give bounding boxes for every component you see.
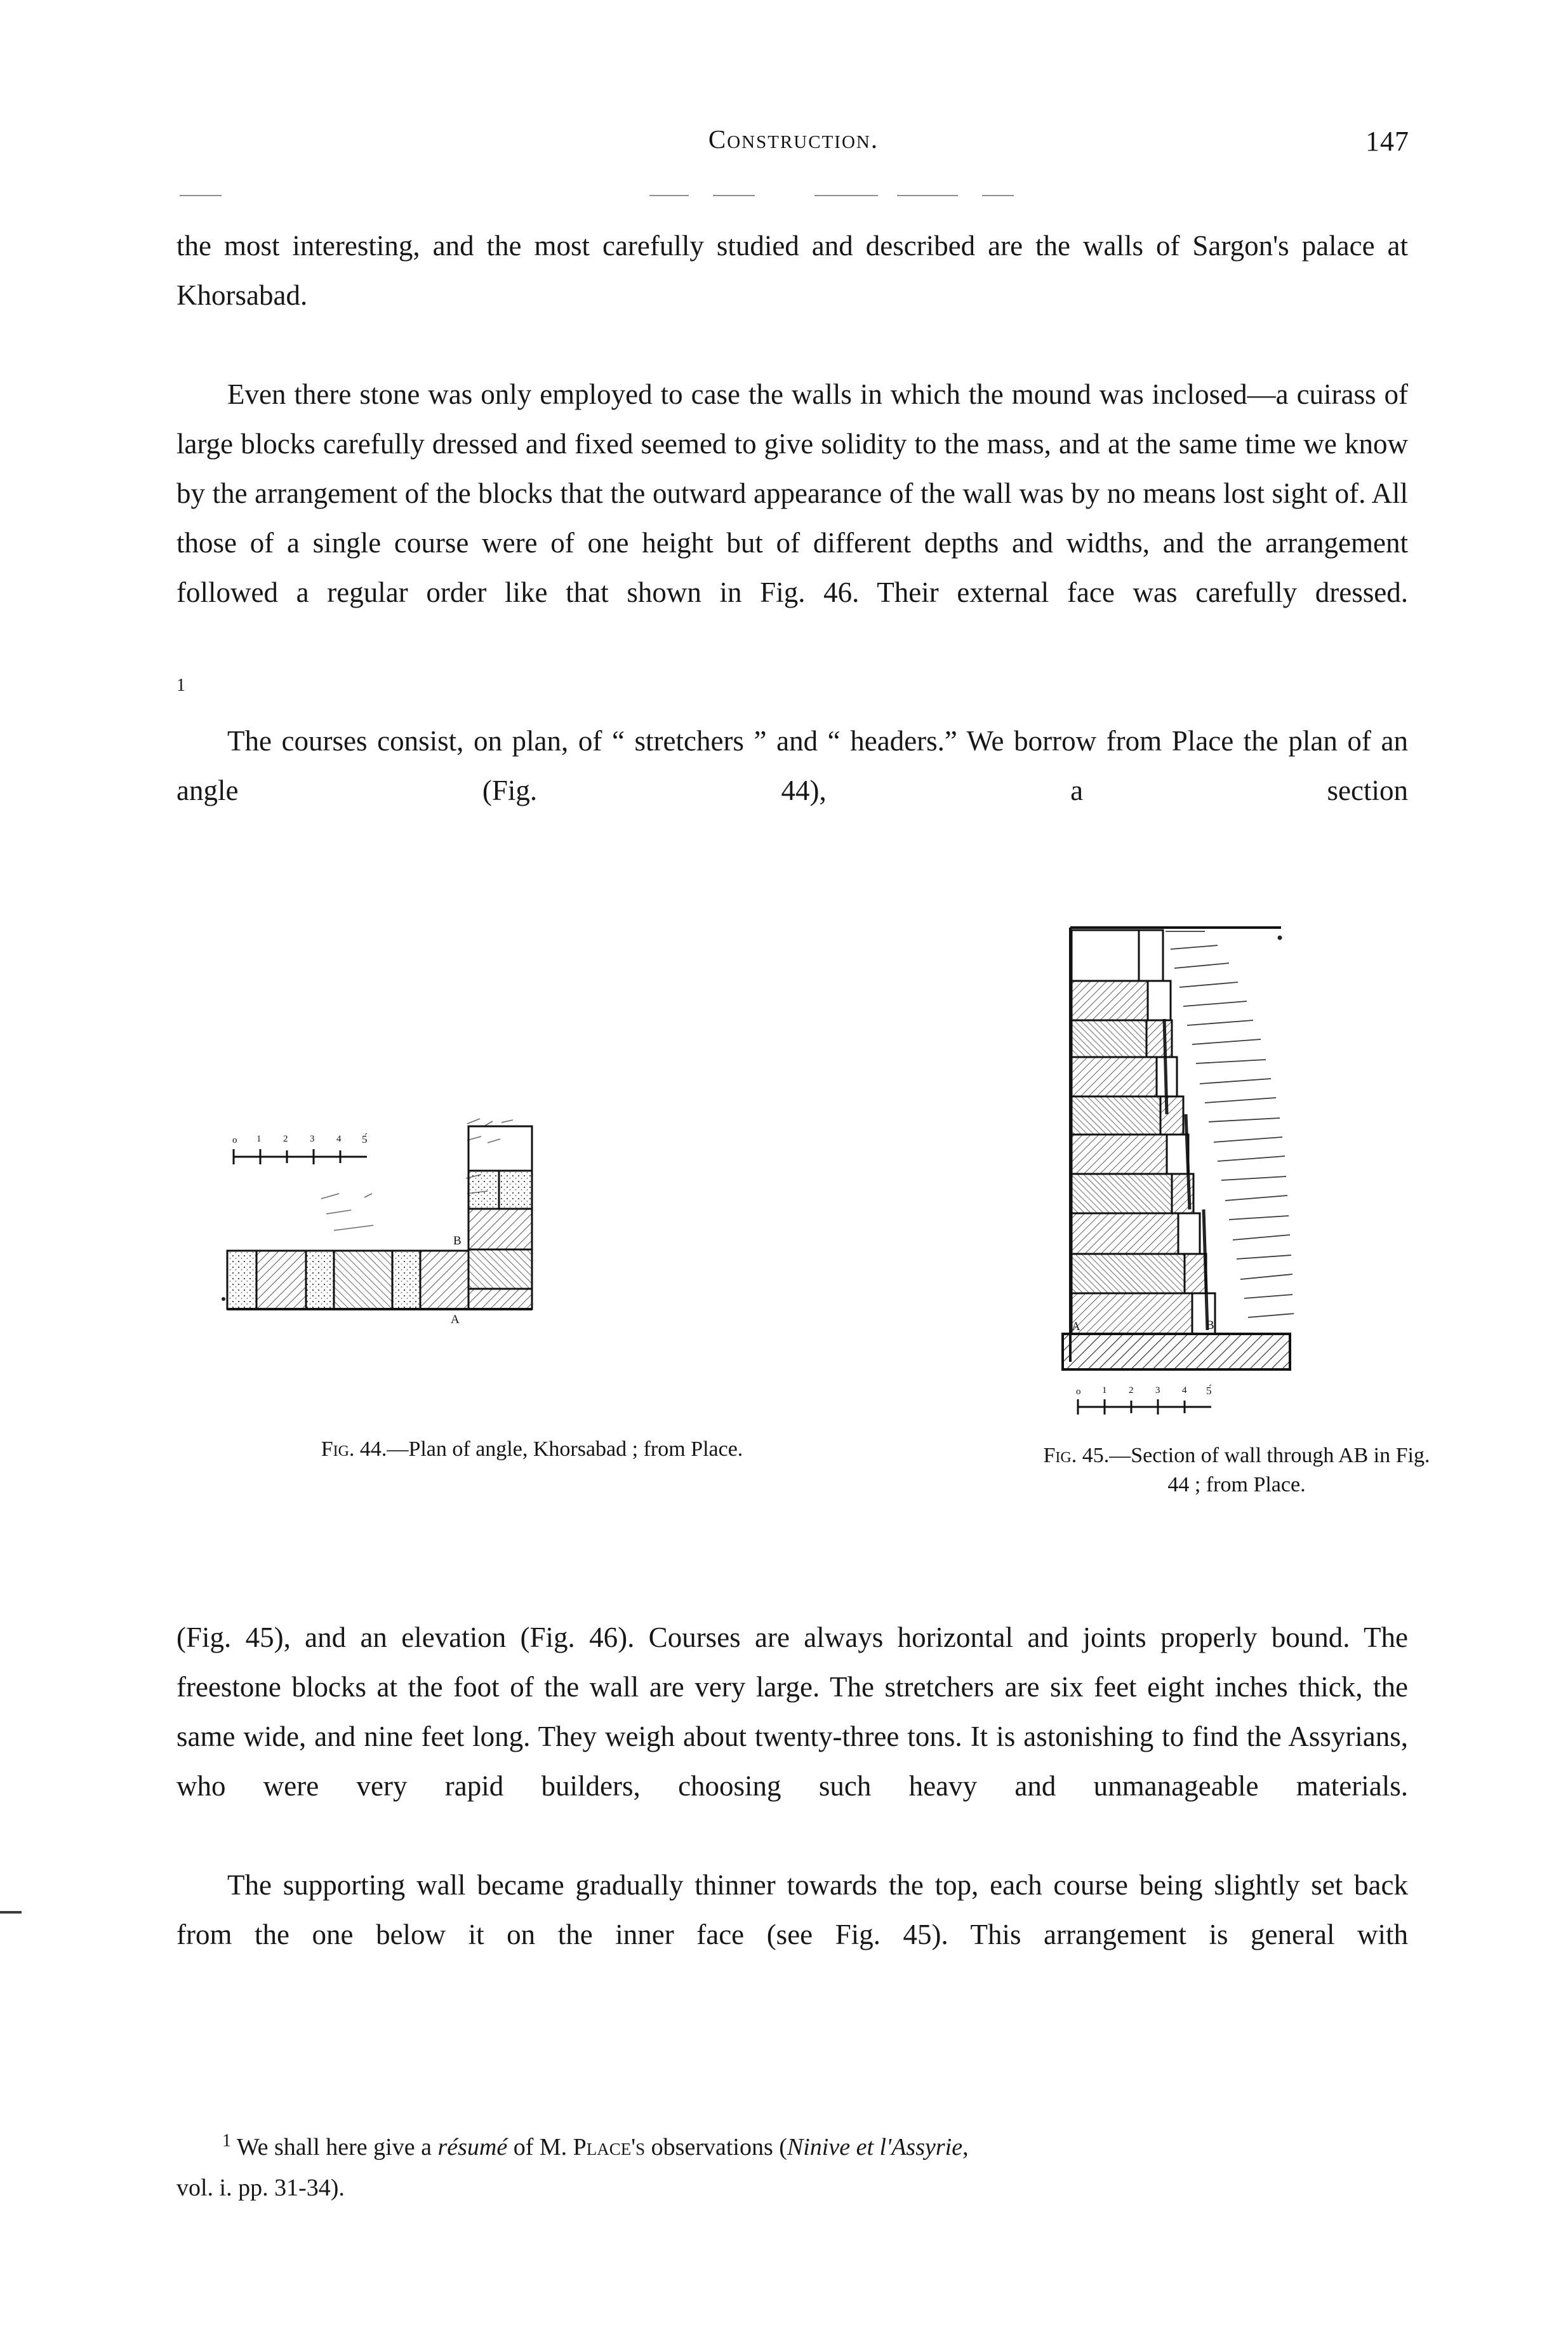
figure-45 — [1043, 924, 1430, 1533]
paragraph-3: The courses consist, on plan, of “ stretchers ” and “ headers.” We borrow from Place the plan of an angle (Fig. 44), a section — [176, 725, 1408, 806]
margin-mark — [0, 1911, 22, 1914]
body-text-upper — [176, 221, 1408, 865]
figure-44-scale-bar — [232, 1133, 368, 1164]
figure-group — [176, 908, 1430, 1555]
page-number: 147 — [1365, 126, 1409, 157]
figure-44-caption-label: Fig. 44. — [321, 1437, 387, 1461]
footnote-reference: 1 — [176, 676, 185, 695]
paragraph-5: The supporting wall became gradually thinner towards the top, each course being slightly set back from the one below it on the inner face (see Fig. 45). This arrangement is general with — [176, 1869, 1408, 1950]
footnote-text-before: We shall here give a — [231, 2134, 438, 2161]
paragraph-4: (Fig. 45), and an elevation (Fig. 46). Courses are always horizontal and joints properly bound. The freestone blocks at the foot of the wall are very large. The stretchers are six feet eight inches thick, the same wide, and nine feet long. They weigh about twenty-three tons. It is astonishing to find the Assyrians, who were very rapid builders, choosing such heavy and unmanageable materials. — [176, 1621, 1408, 1802]
footnote — [176, 2127, 1408, 2208]
figure-44-vertical-wall — [468, 1126, 532, 1289]
svg-text:5́: 5́ — [362, 1133, 368, 1145]
figure-45-caption-label: Fig. 45. — [1043, 1444, 1110, 1467]
svg-text:4: 4 — [336, 1134, 342, 1144]
footnote-italic-resume: résumé — [437, 2134, 508, 2161]
figure-44-caption — [215, 1435, 849, 1464]
footnote-text-middle: of M. — [507, 2134, 573, 2161]
running-head: Construction. — [708, 124, 879, 154]
figure-44-label-a: A — [451, 1313, 460, 1326]
svg-text:o: o — [1076, 1387, 1081, 1397]
figure-45-caption-text: —Section of wall through AB in Fig. 44 ; from Place. — [1109, 1444, 1430, 1496]
figure-45-illustration — [1059, 924, 1414, 1438]
footnote-italic-title: Ninive et l'Assyrie — [787, 2134, 963, 2161]
figure-44-label-b: B — [453, 1234, 462, 1248]
svg-text:o: o — [232, 1135, 237, 1145]
header-rule — [180, 195, 1406, 197]
page-header — [178, 124, 1409, 168]
svg-text:3: 3 — [1155, 1385, 1160, 1395]
figure-44 — [215, 1117, 849, 1511]
svg-text:2: 2 — [283, 1134, 288, 1144]
footnote-line-2: vol. i. pp. 31-34). — [176, 2174, 345, 2201]
figure-45-foundation — [1063, 1334, 1290, 1369]
svg-text:1: 1 — [1102, 1385, 1107, 1395]
footnote-text-end: , — [962, 2134, 969, 2161]
svg-text:5́: 5́ — [1206, 1385, 1212, 1397]
footnote-text-after: observations ( — [645, 2134, 787, 2161]
svg-text:1: 1 — [256, 1134, 262, 1144]
svg-text:4: 4 — [1182, 1385, 1187, 1395]
paragraph-1: the most interesting, and the most carefully studied and described are the walls of Sargon's palace at Khorsabad. — [176, 230, 1408, 311]
footnote-smallcaps-place: Place's — [573, 2134, 646, 2161]
figure-45-courses — [1072, 930, 1215, 1334]
svg-text:3: 3 — [310, 1134, 315, 1144]
footnote-marker: 1 — [222, 2131, 231, 2151]
body-text-lower — [176, 1613, 1408, 2009]
svg-text:2: 2 — [1129, 1385, 1134, 1395]
figure-45-label-b: B — [1206, 1319, 1214, 1332]
figure-45-label-a: A — [1072, 1320, 1080, 1333]
figure-44-illustration — [215, 1117, 849, 1435]
figure-45-scale-bar — [1076, 1384, 1212, 1415]
footnote-line-1 — [176, 2127, 1408, 2168]
figure-45-caption — [1040, 1441, 1433, 1500]
paragraph-2: Even there stone was only employed to case the walls in which the mound was inclosed—a cuirass of large blocks carefully dressed and fixed seemed to give solidity to the mass, and at the same time we know by the arrangement of the blocks that the outward appearance of the wall was by no means lost sight of. All those of a single course were of one height but of different depths and widths, and the arrangement followed a regular order like that shown in Fig. 46. Their external face was carefully dressed.$^1$ — [176, 378, 1408, 695]
figure-44-caption-text: —Plan of angle, Khorsabad ; from Place. — [387, 1437, 743, 1461]
